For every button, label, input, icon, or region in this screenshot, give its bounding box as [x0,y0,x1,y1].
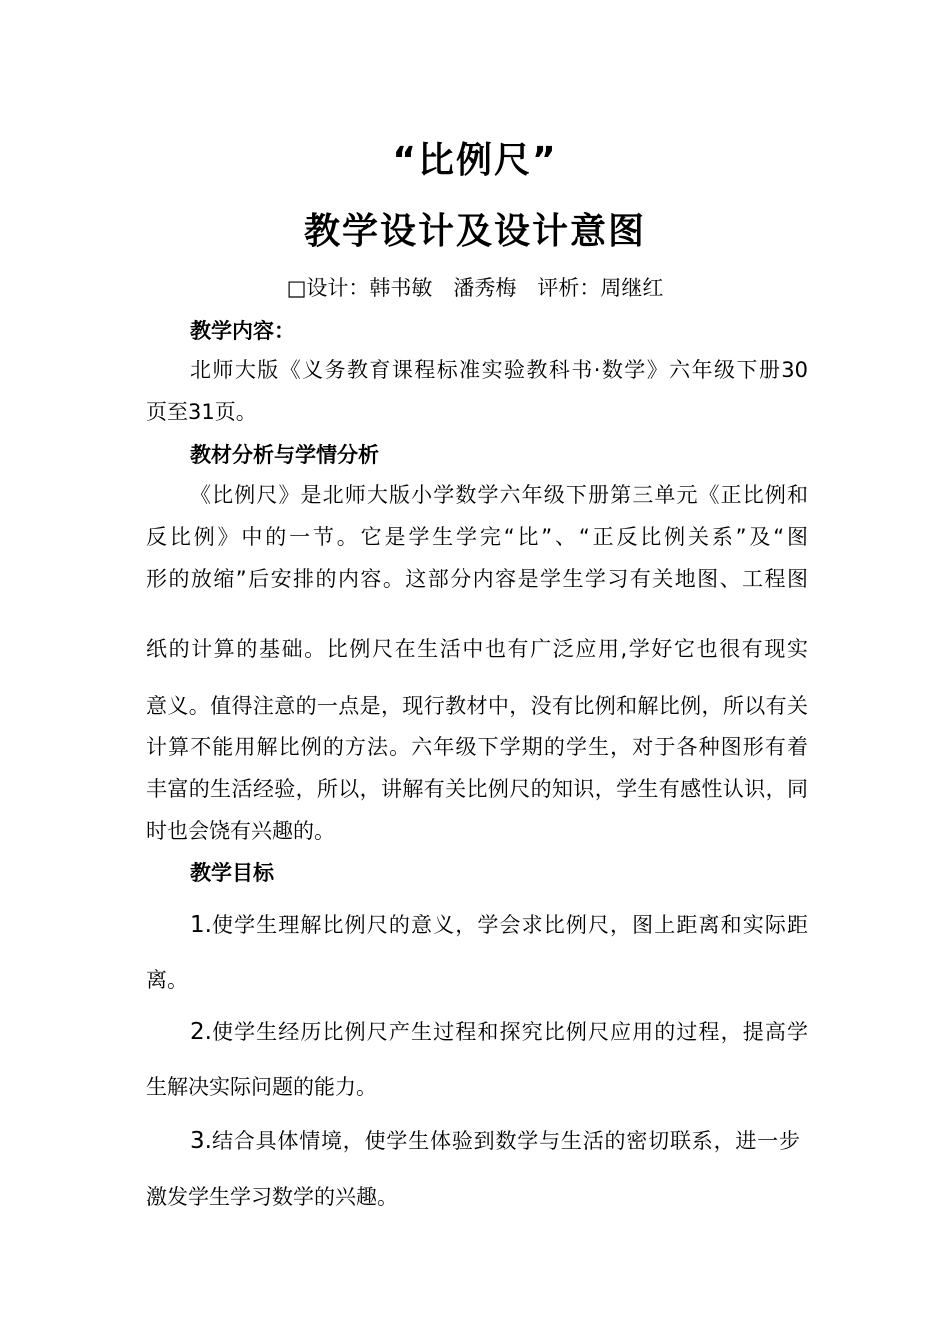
analysis-line-8: 时也会饶有兴趣的。 [146,819,335,843]
title-line-1: “比例尺” [392,140,558,181]
goal-number: 2. [190,1019,212,1045]
title-line-2: 教学设计及设计意图 [303,211,646,252]
goal-number: 1. [190,912,212,938]
analysis-line-6: 计算不能用解比例的方法。六年级下学期的学生，对于各种图形有着 [146,735,808,759]
goal-item-3-cont: 激发学生学习数学的兴趣。 [146,1185,398,1209]
goal-text: 结合具体情境，使学生体验到数学与生活的密切联系，进一步 [211,1129,800,1153]
goal-item-2 [190,1016,808,1046]
analysis-line-7: 丰富的生活经验，所以，讲解有关比例尺的知识，学生有感性认识，同 [146,777,808,801]
analysis-line-5: 意义。值得注意的一点是，现行教材中，没有比例和解比例，所以有关 [146,694,808,718]
content-line-1: 北师大版《义务教育课程标准实验教科书·数学》六年级下册30 [190,358,808,382]
analysis-line-3: 形的放缩”后安排的内容。这部分内容是学生学习有关地图、工程图 [146,567,808,591]
heading-teaching-content: 教学内容： [190,319,295,343]
analysis-line-1: 《比例尺》是北师大版小学数学六年级下册第三单元《正比例和 [190,483,808,507]
heading-goals: 教学目标 [190,861,274,885]
goal-text: 使学生理解比例尺的意义，学会求比例尺，图上距离和实际距 [211,913,808,937]
goal-text: 使学生经历比例尺产生过程和探究比例尺应用的过程，提高学 [211,1020,808,1044]
goal-item-1-cont: 离。 [146,968,188,992]
heading-analysis: 教材分析与学情分析 [190,443,379,467]
content-line-2: 页至31页。 [146,400,257,424]
goal-item-2-cont: 生解决实际问题的能力。 [146,1075,377,1099]
goal-item-1 [190,909,808,939]
goal-number: 3. [190,1128,212,1154]
analysis-line-2: 反比例》中的一节。它是学生学完“比”、“正反比例关系”及“图 [146,525,808,549]
analysis-line-4: 纸的计算的基础。比例尺在生活中也有广泛应用,学好它也很有现实 [146,637,808,661]
byline: □设计：韩书敏 潘秀梅 评析：周继红 [286,276,664,300]
goal-item-3 [190,1125,800,1155]
